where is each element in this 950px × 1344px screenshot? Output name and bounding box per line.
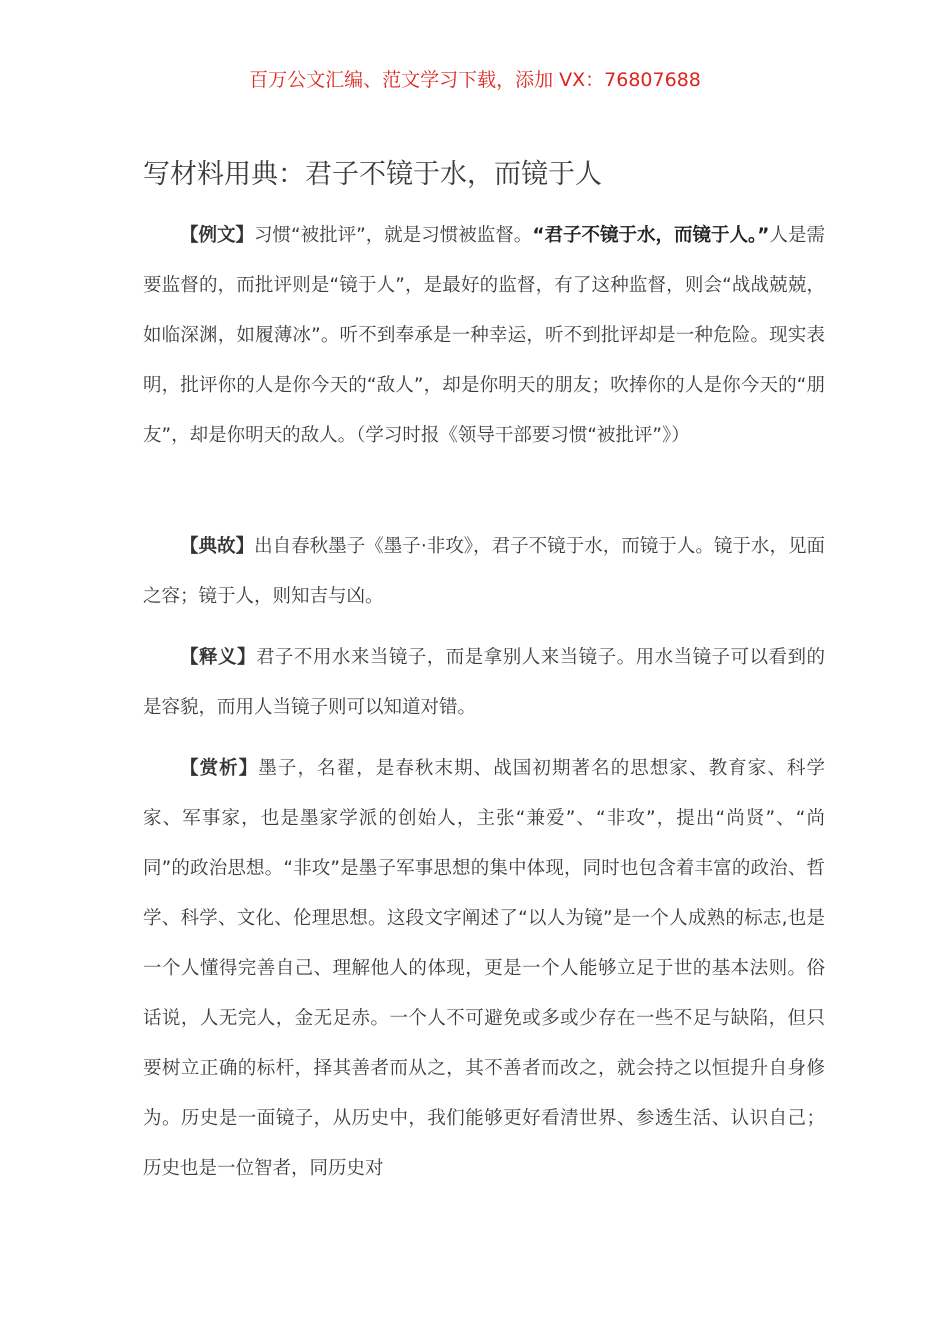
analysis-tag: 【赏析】 bbox=[180, 758, 259, 779]
header-banner: 百万公文汇编、范文学习下载，添加 VX：76807688 bbox=[249, 69, 701, 91]
analysis-paragraph bbox=[143, 744, 825, 1194]
story-tag: 【典故】 bbox=[180, 536, 255, 557]
meaning-text: 君子不用水来当镜子，而是拿别人来当镜子。用水当镜子可以看到的是容貌，而用人当镜子则可以知道对错。 bbox=[143, 647, 825, 718]
example-tag: 【例文】 bbox=[180, 225, 255, 246]
example-text-after: 人是需要监督的，而批评则是“镜于人”，是最好的监督，有了这种监督，则会“战战兢兢，如临深渊，如履薄冰”。听不到奉承是一种幸运，听不到批评却是一种危险。现实表明，批评你的人是你今天的“敌人”，却是你明天的朋友；吹捧你的人是你今天的“朋友”，却是你明天的敌人。（学习时报《领导干部要习惯“被批评”》） bbox=[143, 225, 825, 446]
meaning-paragraph bbox=[143, 633, 825, 733]
story-text: 出自春秋墨子《墨子·非攻》，君子不镜于水，而镜于人。镜于水，见面之容；镜于人，则知吉与凶。 bbox=[143, 536, 825, 607]
analysis-text: 墨子，名翟，是春秋末期、战国初期著名的思想家、教育家、科学家、军事家，也是墨家学派的创始人，主张“兼爱”、“非攻”，提出“尚贤”、“尚同”的政治思想。“非攻”是墨子军事思想的集中体现，同时也包含着丰富的政治、哲学、科学、文化、伦理思想。这段文字阐述了“以人为镜”是一个人成熟的标志,也是一个人懂得完善自己、理解他人的体现，更是一个人能够立足于世的基本法则。俗话说，人无完人，金无足赤。一个人不可避免或多或少存在一些不足与缺陷，但只要树立正确的标杆，择其善者而从之，其不善者而改之，就会持之以恒提升自身修为。历史是一面镜子，从历史中，我们能够更好看清世界、参透生活、认识自己；历史也是一位智者，同历史对 bbox=[143, 758, 825, 1179]
page-title: 写材料用典：君子不镜于水，而镜于人 bbox=[143, 159, 602, 190]
example-text-before: 习惯“被批评”，就是习惯被监督。 bbox=[254, 225, 533, 246]
example-paragraph bbox=[143, 211, 825, 461]
example-bold-quote: “君子不镜于水，而镜于人。” bbox=[532, 225, 770, 246]
story-paragraph bbox=[143, 522, 825, 622]
meaning-tag: 【释义】 bbox=[180, 647, 256, 668]
